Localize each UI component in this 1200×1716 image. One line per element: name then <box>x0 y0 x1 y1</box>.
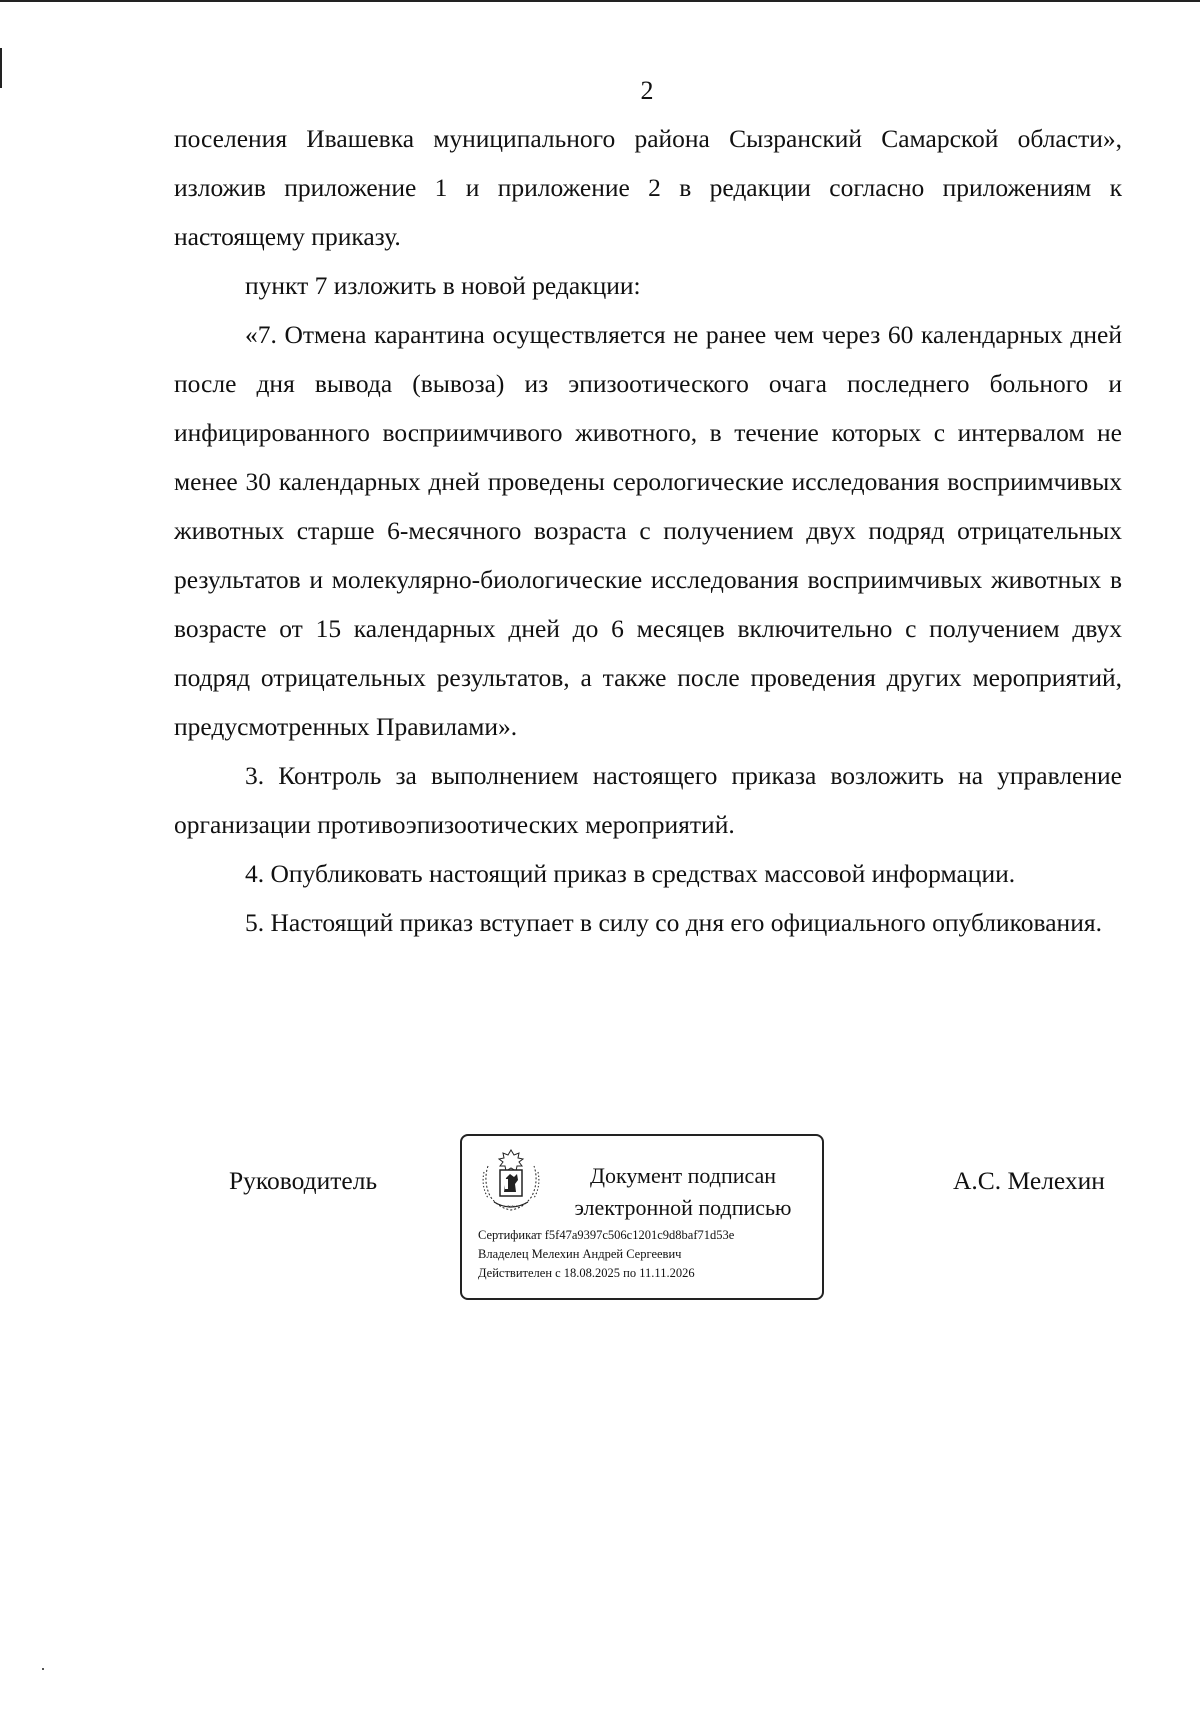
paragraph-clause-4: 4. Опубликовать настоящий приказ в средствах массовой информации. <box>245 859 1016 888</box>
signature-block <box>0 1134 1200 1304</box>
stamp-owner: Владелец Мелехин Андрей Сергеевич <box>478 1247 682 1261</box>
top-border-line <box>0 0 1200 2</box>
stamp-details <box>478 1226 818 1283</box>
signer-name: А.С. Мелехин <box>953 1166 1105 1195</box>
page-number: 2 <box>640 76 654 105</box>
paragraph-clause-5: 5. Настоящий приказ вступает в силу со дня его официального опубликования. <box>245 908 1102 937</box>
electronic-signature-stamp <box>460 1134 824 1300</box>
stamp-heading <box>558 1160 808 1224</box>
paragraph-continuation: поселения Ивашевка муниципального района Сызранский Самарской области», изложив приложение 1 и приложение 2 в редакции согласно приложениям к настоящему приказу. <box>174 124 1122 251</box>
stamp-line-1: Документ подписан <box>589 1163 777 1188</box>
paragraph-clause-3: 3. Контроль за выполнением настоящего приказа возложить на управление организации противоэпизоотических мероприятий. <box>174 761 1122 839</box>
scan-speck <box>42 1668 44 1670</box>
paragraph-item-7-text: «7. Отмена карантина осуществляется не ранее чем через 60 календарных дней после дня вывода (вывоза) из эпизоотического очага последнего больного и инфицированного восприимчивого животного, в течение которых с интервалом не менее 30 календарных дней проведены серологические исследования восприимчивых животных старше 6-месячного возраста с получением двух подряд отрицательных результатов и молекулярно-биологические исследования восприимчивых животных в возрасте от 15 календарных дней до 6 месяцев включительно с получением двух подряд отрицательных результатов, а также после проведения других мероприятий, предусмотренных Правилами». <box>174 320 1122 741</box>
paragraph-item-7-intro: пункт 7 изложить в новой редакции: <box>245 271 641 300</box>
stamp-validity: Действителен с 18.08.2025 по 11.11.2026 <box>478 1266 695 1280</box>
stamp-certificate: Сертификат f5f47a9397c506c1201c9d8baf71d53e <box>478 1228 735 1242</box>
svg-text:~~~~: ~~~~ <box>502 1204 520 1210</box>
signer-position: Руководитель <box>229 1166 378 1195</box>
document-body <box>174 114 1122 947</box>
stamp-line-2: электронной подписью <box>574 1195 792 1220</box>
coat-of-arms-icon <box>480 1146 542 1212</box>
